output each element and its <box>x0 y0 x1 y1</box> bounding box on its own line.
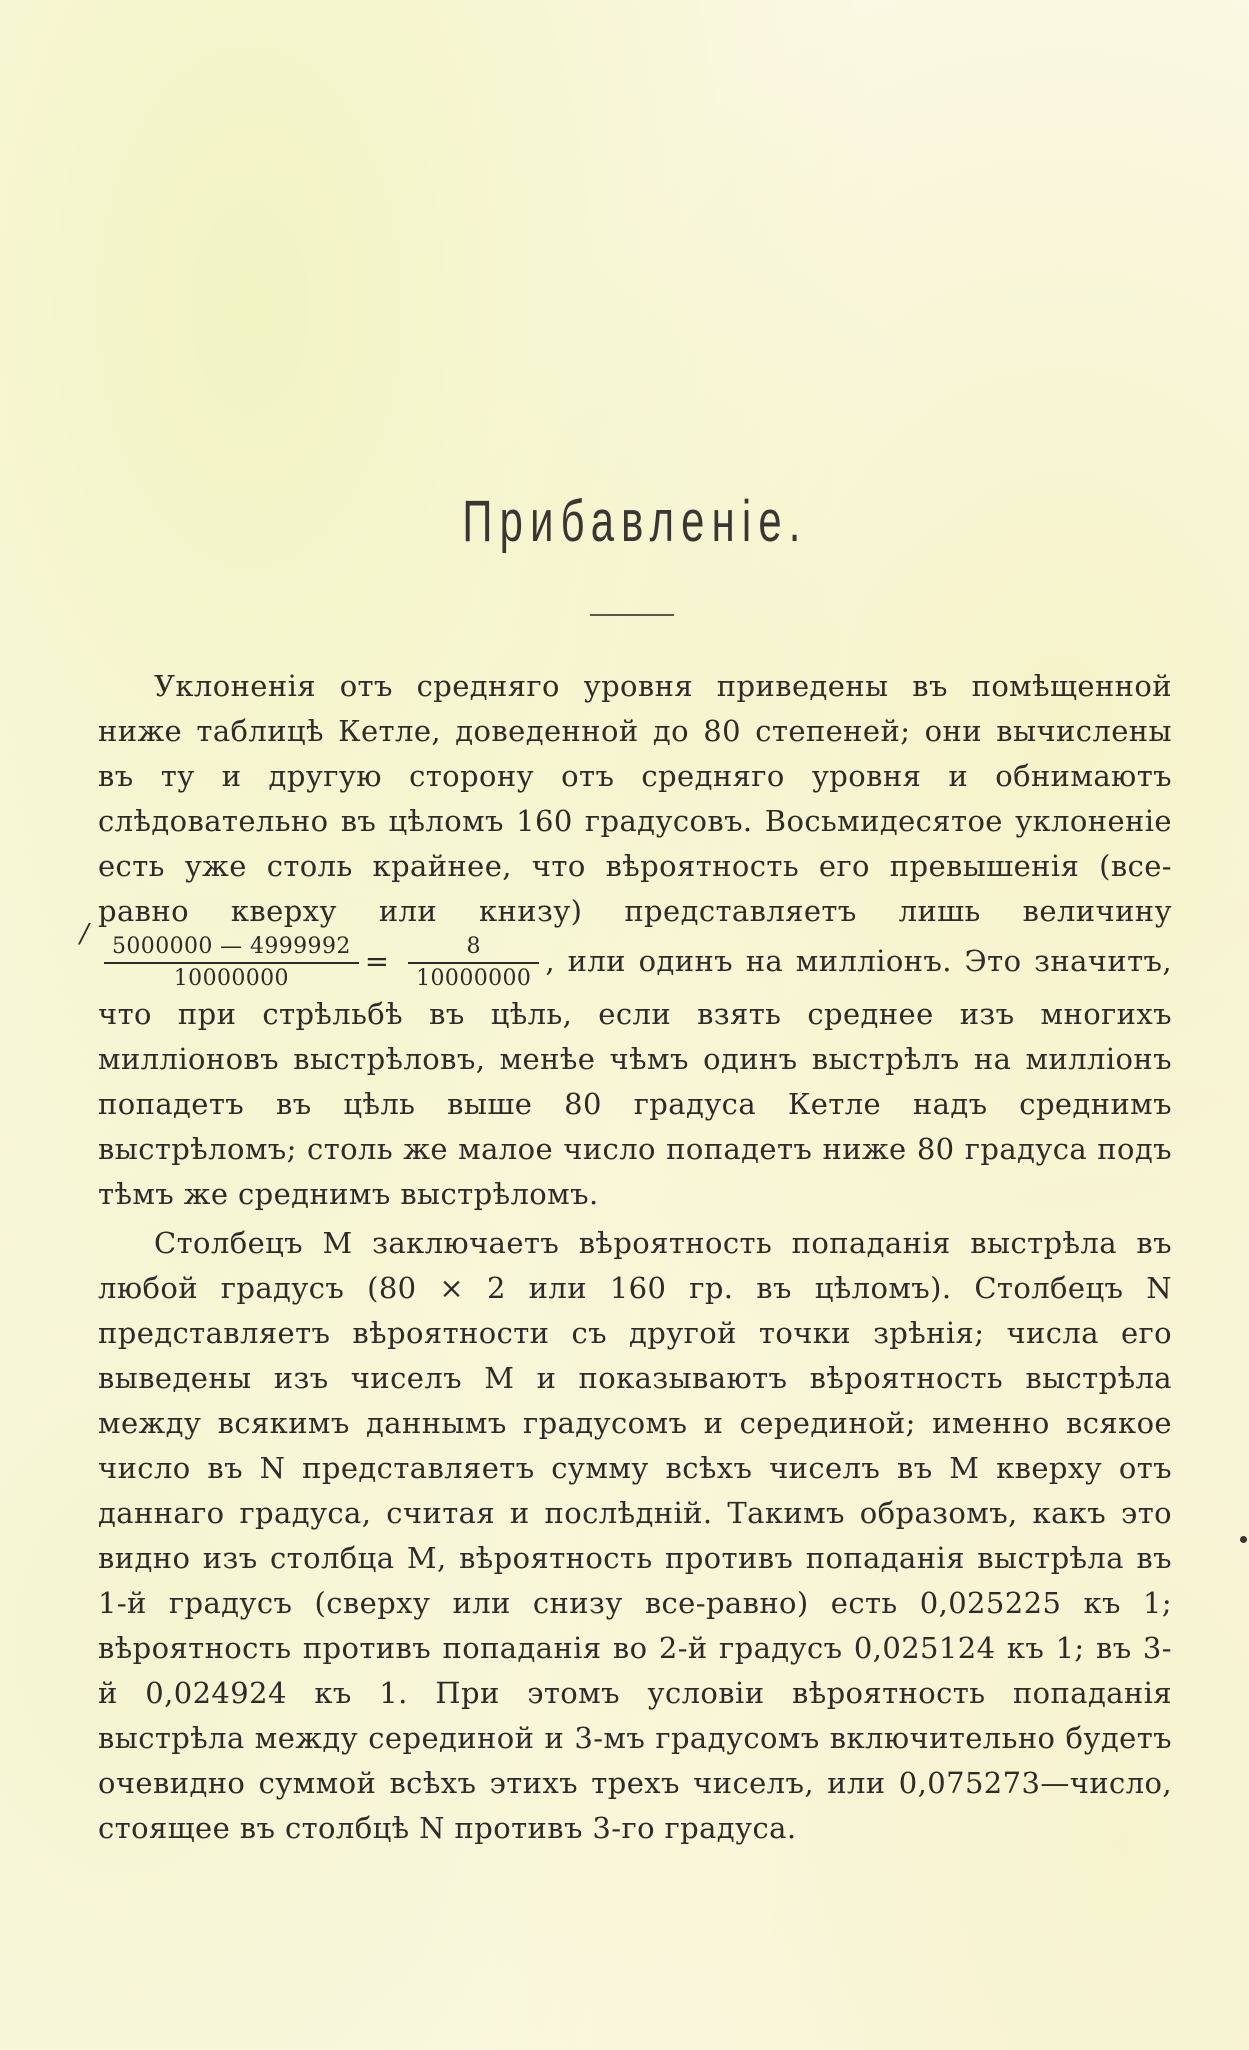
body-text <box>98 664 1172 1851</box>
fraction-1-denominator: 10000000 <box>173 966 289 991</box>
paragraph-2: Столбецъ M заключаетъ вѣроятность попаданія выстрѣла въ любой градусъ (80 × 2 или 160 гр. въ цѣломъ). Столбецъ N представляетъ вѣроятности съ другой точки зрѣнія; числа его выведены изъ чиселъ M и показываютъ вѣроятность выстрѣла между всякимъ даннымъ градусомъ и серединой; именно всякое число въ N представляетъ сумму всѣхъ чиселъ въ M кверху отъ даннаго градуса, считая и послѣдній. Такимъ образомъ, какъ это видно изъ столбца M, вѣроятность противъ попаданія выстрѣла въ 1-й градусъ (сверху или снизу все-равно) есть 0,025225 къ 1; вѣроятность противъ попаданія во 2-й градусъ 0,025124 къ 1; въ 3-й 0,024924 къ 1. При этомъ условіи вѣроятность попаданія выстрѣла между серединой и 3-мъ градусомъ включительно будетъ очевидно суммой всѣхъ этихъ трехъ чиселъ, или 0,075273—число, стоящее въ столбцѣ N противъ 3-го градуса. <box>98 1226 1172 1845</box>
paragraph-1-text-b: , или одинъ на милліонъ. Это значитъ, что при стрѣльбѣ въ цѣль, если взять среднее изъ многихъ милліоновъ выстрѣловъ, менѣе чѣмъ одинъ выстрѣлъ на милліонъ попадетъ въ цѣль выше 80 градуса Кетле надъ среднимъ выстрѣломъ; столь же малое число попадетъ ниже 80 градуса подъ тѣмъ же среднимъ выстрѣломъ. <box>98 944 1172 1211</box>
paragraph-1-text-a: Уклоненія отъ средняго уровня приведены въ помѣщенной ниже таблицѣ Кетле, доведенной до 80 степеней; они вычислены въ ту и другую сторону отъ средняго уровня и обнимаютъ слѣдовательно въ цѣломъ 160 градусовъ. Восьмидесятое уклоненіе есть уже столь крайнее, что вѣроятность его превышенія (все-равно кверху или книзу) представляетъ лишь величину <box>98 669 1172 928</box>
margin-mark: / <box>80 919 89 949</box>
fraction-2 <box>408 934 539 992</box>
page-edge-dot <box>1240 1536 1247 1543</box>
title-divider <box>590 614 674 616</box>
page-title: Прибавленіе. <box>462 489 808 554</box>
document-page <box>80 0 1172 2050</box>
fraction-1-numerator: 5000000 — 4999992 <box>104 934 359 964</box>
fraction-1 <box>104 934 359 992</box>
equals-sign: = <box>364 944 390 978</box>
paragraph-1 <box>98 664 1172 1217</box>
fraction-2-numerator: 8 <box>408 934 539 964</box>
fraction-2-denominator: 10000000 <box>416 966 532 991</box>
